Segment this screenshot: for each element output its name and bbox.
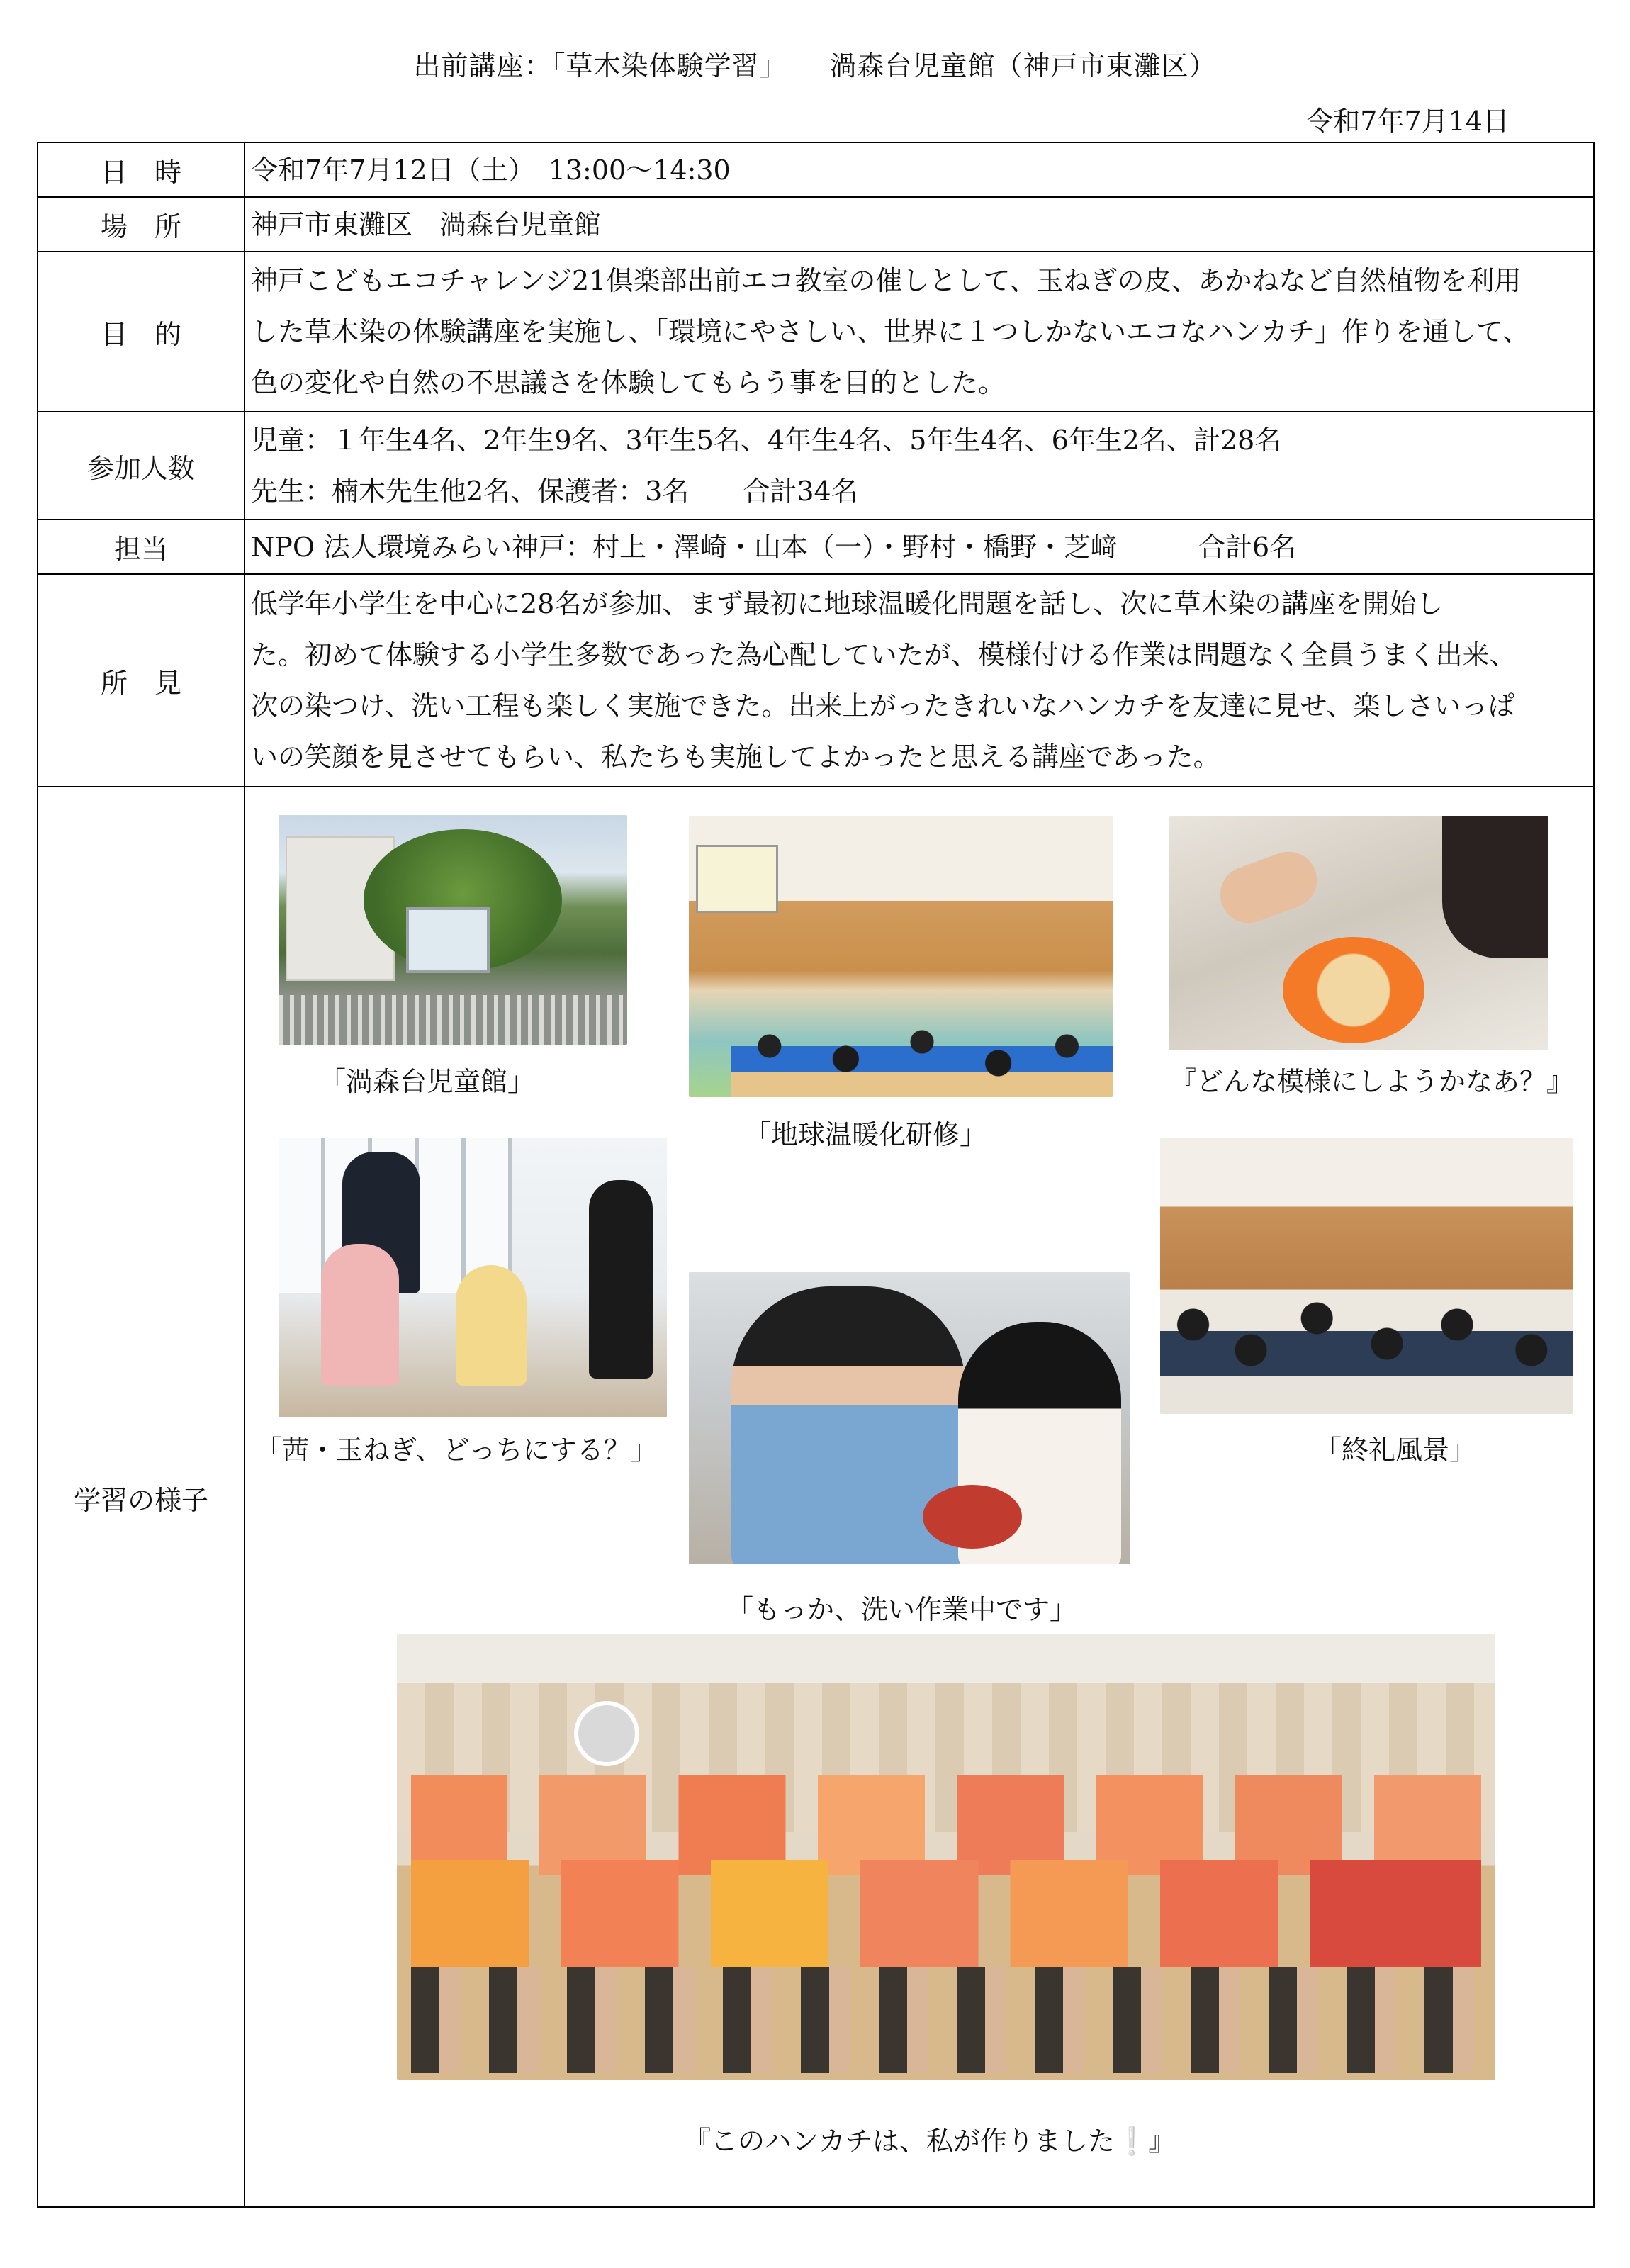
value-line: 色の変化や自然の不思議さを体験してもらう事を目的とした。 <box>251 367 1006 398</box>
caption-washing: 「もっか、洗い作業中です」 <box>726 1594 1077 1625</box>
value-findings <box>251 575 1587 786</box>
value-line: 先生：楠木先生他2名、保護者：3名 合計34名 <box>251 476 858 507</box>
row-purpose <box>38 252 1593 412</box>
row-participants <box>38 412 1593 520</box>
photo-handkerchiefs <box>397 1634 1495 2080</box>
label-participants: 参加人数 <box>38 412 245 519</box>
label-findings: 所 見 <box>38 575 245 786</box>
caption-choose-dye: 「茜・玉ねぎ、どっちにする？」 <box>255 1435 658 1466</box>
value-line: た。初めて体験する小学生多数であった為心配していたが、模様付ける作業は問題なく全員うまく出来、 <box>251 639 1517 670</box>
caption-handkerchiefs: 『このハンカチは、私が作りました❕』 <box>684 2126 1176 2157</box>
value-place <box>251 198 1587 251</box>
caption-global-warming-lecture: 「地球温暖化研修」 <box>744 1119 987 1150</box>
value-line: 児童：１年生4名、2年生9名、3年生5名、4年生4名、5年生4名、6年生2名、計28名 <box>251 425 1282 456</box>
value-line: いの笑顔を見させてもらい、私たちも実施してよかったと思える講座であった。 <box>251 741 1220 773</box>
title-main: 出前講座：「草木染体験学習」 <box>413 50 787 82</box>
caption-childrens-hall: 「渦森台児童館」 <box>319 1066 535 1097</box>
label-activity: 学習の様子 <box>38 787 245 2208</box>
row-datetime <box>38 143 1593 198</box>
label-place: 場 所 <box>38 198 245 251</box>
caption-closing: 「終礼風景」 <box>1315 1435 1477 1466</box>
photo-global-warming-lecture <box>689 816 1113 1097</box>
value-purpose <box>251 252 1587 411</box>
row-place <box>38 198 1593 252</box>
value-line: 低学年小学生を中心に28名が参加、まず最初に地球温暖化問題を話し、次に草木染の講座を開始し <box>251 588 1444 619</box>
photo-choose-dye <box>279 1138 667 1418</box>
value-datetime <box>251 143 1587 196</box>
value-staff <box>251 520 1587 573</box>
page-title <box>0 44 1630 83</box>
photo-pattern-making <box>1169 816 1548 1050</box>
value-line: 次の染つけ、洗い工程も楽しく実施できた。出来上がったきれいなハンカチを友達に見せ、楽しさいっぱ <box>251 690 1515 722</box>
value-line: 神戸市東灘区 渦森台児童館 <box>251 208 602 240</box>
value-line: 令和7年7月12日（土） 13:00～14:30 <box>251 154 731 186</box>
value-participants <box>251 412 1587 519</box>
photo-childrens-hall <box>279 815 627 1045</box>
value-line: NPO 法人環境みらい神戸：村上・澤崎・山本（一）・野村・橋野・芝﨑 合計6名 <box>251 531 1297 563</box>
label-datetime: 日 時 <box>38 143 245 196</box>
photo-closing <box>1160 1138 1573 1414</box>
report-date: 令和7年7月14日 <box>1306 106 1510 137</box>
row-staff <box>38 520 1593 575</box>
value-line: した草木染の体験講座を実施し、「環境にやさしい、世界に１つしかないエコなハンカチ」作りを通して、 <box>251 316 1530 347</box>
row-findings <box>38 575 1593 787</box>
title-venue: 渦森台児童館（神戸市東灘区） <box>829 50 1217 82</box>
label-staff: 担当 <box>38 520 245 573</box>
value-line: 神戸こどもエコチャレンジ21倶楽部出前エコ教室の催しとして、玉ねぎの皮、あかねなど自然植物を利用 <box>251 265 1522 296</box>
label-purpose: 目 的 <box>38 252 245 411</box>
photo-washing <box>689 1272 1130 1564</box>
caption-pattern-making: 『どんな模様にしようかなあ？』 <box>1169 1066 1574 1097</box>
